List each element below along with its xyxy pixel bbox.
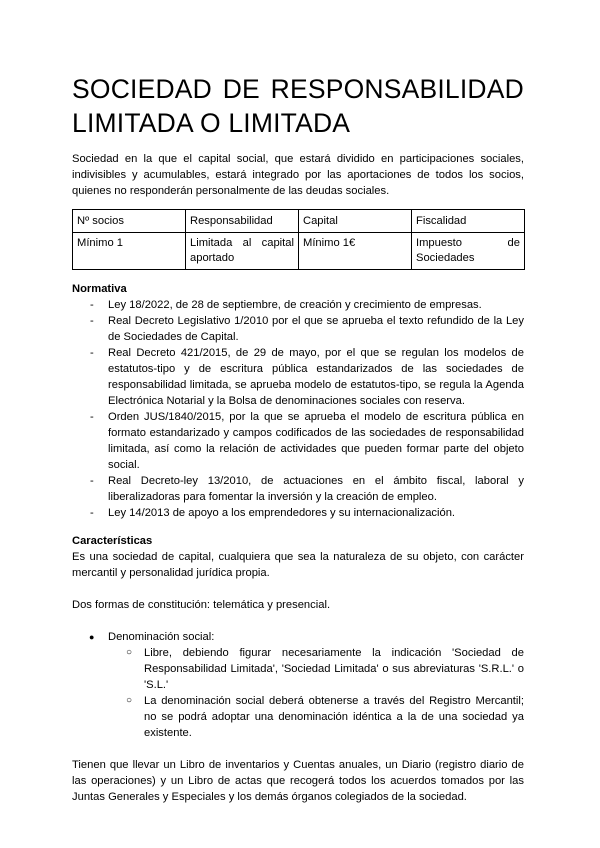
table-row <box>73 233 525 270</box>
list-item-text: La denominación social deberá obtenerse a través del Registro Mercantil; no se podrá adoptar una denominación idéntica a la de una sociedad ya existente. <box>144 695 524 739</box>
intro-paragraph: Sociedad en la que el capital social, que estará dividido en participaciones sociales, indivisibles y acumulables, estará integrado por las aportaciones de todos los socios, quienes no responderán personalmente de las deudas sociales. <box>72 153 524 197</box>
normativa-list <box>72 297 524 521</box>
formas-paragraph: Dos formas de constitución: telemática y presencial. <box>72 599 331 611</box>
table-header-cell: Capital <box>299 210 412 233</box>
closing-paragraph: Tienen que llevar un Libro de inventarios y Cuentas anuales, un Diario (registro diario de las operaciones) y un Libro de actas que recogerá todos los acuerdos tomados por las Juntas Generales y Especiales y los demás órganos colegiados de la sociedad. <box>72 759 524 803</box>
list-item-text: Real Decreto 421/2015, de 29 de mayo, por el que se regulan los modelos de estatutos-tipo y de escritura pública estandarizados de las sociedades de responsabilidad limitada, se aprueba modelo de estatutos-tipo, se regula la Agenda Electrónica Notarial y la Bolsa de denominaciones sociales con reserva. <box>108 347 524 407</box>
table-cell: Impuesto de Sociedades <box>412 233 525 270</box>
dash-marker: - <box>90 475 94 487</box>
list-item <box>72 473 524 505</box>
circle-bullet-icon: ○ <box>126 695 133 706</box>
list-item-text: Orden JUS/1840/2015, por la que se aprueba el modelo de escritura pública en formato estandarizado y campos codificados de las sociedades de responsabilidad limitada, así como la relación de actividades que pueden formar parte del objeto social. <box>108 411 524 471</box>
list-item <box>108 693 524 741</box>
normativa-heading: Normativa <box>72 283 127 295</box>
dash-marker: - <box>90 347 94 359</box>
page-title: SOCIEDAD DE RESPONSABILIDAD LIMITADA O LIMITADA <box>72 74 524 138</box>
bullet-icon: ● <box>89 632 95 642</box>
list-item <box>72 297 524 313</box>
list-item-text: Real Decreto Legislativo 1/2010 por el que se aprueba el texto refundido de la Ley de Sociedades de Capital. <box>108 315 524 343</box>
list-item-text: Ley 18/2022, de 28 de septiembre, de creación y crecimiento de empresas. <box>108 299 482 311</box>
list-item <box>72 409 524 473</box>
denominacion-sublist <box>108 645 524 741</box>
list-item <box>72 505 524 521</box>
list-item <box>108 645 524 693</box>
dash-marker: - <box>90 299 94 311</box>
denominacion-list <box>72 629 524 741</box>
table-header-cell: Fiscalidad <box>412 210 525 233</box>
dash-marker: - <box>90 315 94 327</box>
summary-table <box>72 209 525 270</box>
dash-marker: - <box>90 507 94 519</box>
list-item <box>72 345 524 409</box>
document-page <box>72 72 524 805</box>
list-item <box>72 629 524 741</box>
list-item-text: Denominación social: <box>108 631 215 643</box>
table-cell: Limitada al capital aportado <box>186 233 299 270</box>
table-cell: Mínimo 1 <box>73 233 186 270</box>
table-header-cell: Responsabilidad <box>186 210 299 233</box>
circle-bullet-icon: ○ <box>126 647 133 658</box>
list-item-text: Ley 14/2013 de apoyo a los emprendedores y su internacionalización. <box>108 507 456 519</box>
table-header-row <box>73 210 525 233</box>
list-item-text: Libre, debiendo figurar necesariamente la indicación 'Sociedad de Responsabilidad Limitada', 'Sociedad Limitada' o sus abreviaturas 'S.R.L.' o 'S.L.' <box>144 647 524 691</box>
table-header-cell: Nº socios <box>73 210 186 233</box>
caracteristicas-paragraph: Es una sociedad de capital, cualquiera que sea la naturaleza de su objeto, con carácter mercantil y personalidad jurídica propia. <box>72 551 524 579</box>
dash-marker: - <box>90 411 94 423</box>
caracteristicas-heading: Características <box>72 535 153 547</box>
list-item <box>72 313 524 345</box>
list-item-text: Real Decreto-ley 13/2010, de actuaciones en el ámbito fiscal, laboral y liberalizadoras para fomentar la inversión y la creación de empleo. <box>108 475 524 503</box>
table-cell: Mínimo 1€ <box>299 233 412 270</box>
